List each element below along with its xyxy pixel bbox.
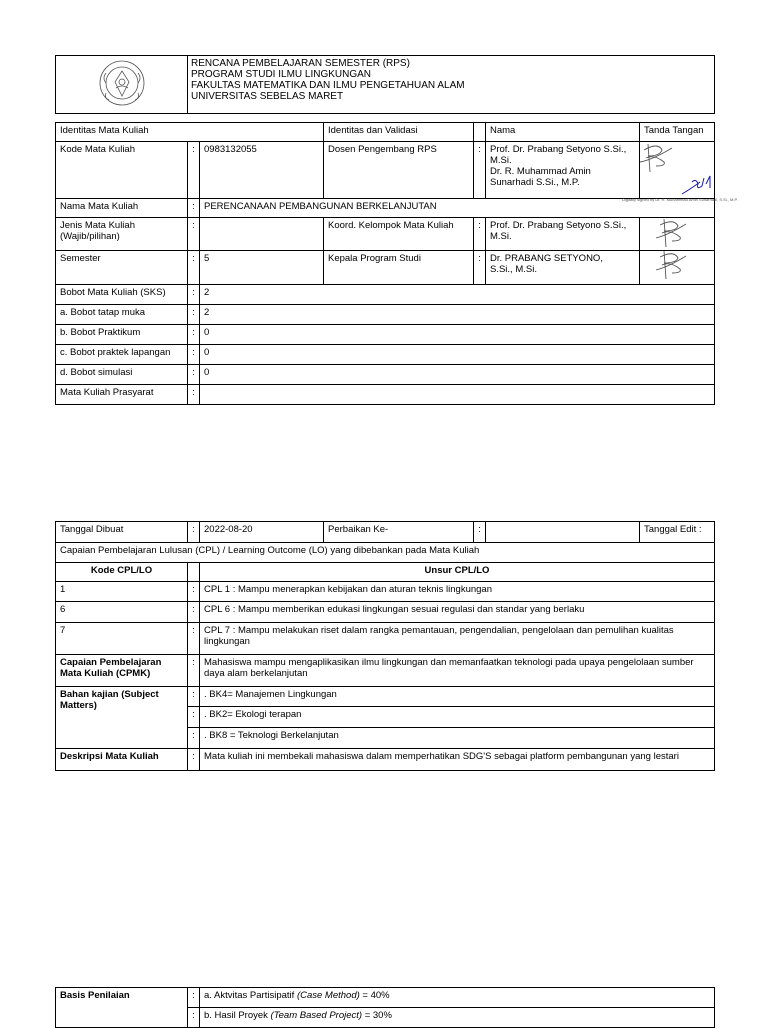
perbaikan-label: Perbaikan Ke- [324,522,474,543]
bahan-kajian-item: . BK4= Manajemen Lingkungan [200,687,715,707]
cpl-table: Tanggal Dibuat : 2022-08-20 Perbaikan Ke- : Tanggal Edit : Capaian Pembelajaran Lulusan (CPL) / Learning Outcome (LO) yang dibebankan pada Mata Kuliah Kode CPL/LO Unsur CPL/LO 1 : CPL 1 : Mampu menerapkan kebijakan dan aturan teknis lingkungan 6 : CPL 6 : Mampu memberikan edukasi lingkungan sesuai regulasi dan standar yang berlaku 7 : CPL 7 : Mampu melakukan riset dalam rangka pemantauan, pengendalian, pengelolaan dan pemulihan kualitas lingkungan Capaian Pembelajaran Mata Kuliah (CPMK) : Mahasiswa mampu mengaplikasikan ilmu lingkungan dan memanfaatkan teknologi pada upaya pengelolaan sumber daya alam berkelanjutan Bahan kajian (Subject Matters) : . BK4= Manajemen Lingkungan : . BK2= Ekologi terapan : . BK8 = Teknologi Berkelanjutan Deskripsi Mata Kuliah : Mata kuliah ini membekali mahasiswa dalam memperhatikan SDG'S sebagai platform pembangunan yang lestari [55,521,715,771]
col-identitas-validasi: Identitas dan Validasi [324,123,474,142]
semester-value: 5 [200,251,324,285]
jenis-label: Jenis Mata Kuliah (Wajib/pilihan) [56,218,188,251]
header-line-1: RENCANA PEMBELAJARAN SEMESTER (RPS) [191,58,410,69]
logo-cell [56,56,188,114]
col-identitas-mk: Identitas Mata Kuliah [56,123,324,142]
kode-label: Kode Mata Kuliah [56,142,188,199]
tanggal-edit-label: Tanggal Edit : [640,522,715,543]
cpmk-label: Capaian Pembelajaran Mata Kuliah (CPMK) [56,655,188,687]
bobot-value: 2 [200,285,715,305]
cpmk-value: Mahasiswa mampu mengaplikasikan ilmu lingkungan dan memanfaatkan teknologi pada upaya pengelolaan sumber daya alam berkelanjutan [200,655,715,687]
header-line-4: UNIVERSITAS SEBELAS MARET [191,91,344,102]
bobot-label: a. Bobot tatap muka [56,305,188,325]
cpl-kode: 7 [56,623,188,655]
dosen-label: Dosen Pengembang RPS [324,142,474,199]
dosen-value [486,142,640,199]
bahan-kajian-item: . BK2= Ekologi terapan [200,707,715,728]
perbaikan-value [486,522,640,543]
bobot-value: 2 [200,305,715,325]
bobot-label: Bobot Mata Kuliah (SKS) [56,285,188,305]
header-line-2: PROGRAM STUDI ILMU LINGKUNGAN [191,69,372,80]
signature-prabang-3 [650,248,690,282]
tanggal-dibuat-label: Tanggal Dibuat [56,522,188,543]
bobot-label: b. Bobot Praktikum [56,325,188,345]
nama-mk-value: PERENCANAAN PEMBANGUNAN BERKELANJUTAN [200,199,715,218]
basis-penilaian-label: Basis Penilaian [56,988,188,1028]
header-line-3: FAKULTAS MATEMATIKA DAN ILMU PENGETAHUAN ALAM [191,80,465,91]
deskripsi-label: Deskripsi Mata Kuliah [56,749,188,771]
cpl-unsur: CPL 7 : Mampu melakukan riset dalam rangka pemantauan, pengendalian, pengelolaan dan pemulihan kualitas lingkungan [200,623,715,655]
digital-signature-note: Digitally signed by Dr. R. Muhammad Amin Sunarhadi, S.Si., M.P. [622,197,738,202]
signature-amin-sunarhadi [680,174,716,198]
koord-label: Koord. Kelompok Mata Kuliah [324,218,474,251]
cpl-kode: 1 [56,582,188,602]
cpl-unsur: CPL 6 : Mampu memberikan edukasi lingkungan sesuai regulasi dan standar yang berlaku [200,602,715,623]
bobot-value: 0 [200,365,715,385]
nama-mk-label: Nama Mata Kuliah [56,199,188,218]
kaprodi-label: Kepala Program Studi [324,251,474,285]
tanggal-dibuat-value: 2022-08-20 [200,522,324,543]
cpl-unsur: CPL 1 : Mampu menerapkan kebijakan dan aturan teknis lingkungan [200,582,715,602]
dosen-name-2: Dr. R. Muhammad Amin Sunarhadi S.Si., M.P. [490,166,591,188]
bobot-value: 0 [200,345,715,365]
identity-table: Identitas Mata Kuliah Identitas dan Validasi Nama Tanda Tangan Kode Mata Kuliah : 0983132055 Dosen Pengembang RPS : Prof. Dr. Prabang Setyono S.Si., M.Si. Dr. R. Muhammad Amin Sunarhadi S.Si., M.P. Nama Mata Kuliah : PERENCANAAN PEMBANGUNAN BERKELANJUTAN Jenis Mata Kuliah (Wajib/pilihan) : Koord. Kelompok Mata Kuliah : Prof. Dr. Prabang Setyono S.Si., M.Si. Semester : 5 Kepala Program Studi : Dr. PRABANG SETYONO, S.Si., M.Si. Bobot Mata Kuliah (SKS) : 2 a. Bobot tatap muka : 2 b. Bobot Praktikum : 0 c. Bobot praktek lapangan : 0 d. Bobot simulasi : 0 Mata Kuliah Prasyarat : [55,122,715,405]
deskripsi-value: Mata kuliah ini membekali mahasiswa dalam memperhatikan SDG'S sebagai platform pembangunan yang lestari [200,749,715,771]
prasyarat-label: Mata Kuliah Prasyarat [56,385,188,405]
bahan-kajian-item: . BK8 = Teknologi Berkelanjutan [200,728,715,749]
unsur-cpl-header: Unsur CPL/LO [200,563,715,582]
semester-label: Semester [56,251,188,285]
jenis-value [200,218,324,251]
kode-value: 0983132055 [200,142,324,199]
university-logo [96,58,148,108]
kode-cpl-header: Kode CPL/LO [56,563,188,582]
bobot-value: 0 [200,325,715,345]
penilaian-item-2: b. Hasil Proyek (Team Based Project) = 30% [200,1008,715,1028]
col-tanda-tangan: Tanda Tangan [640,123,715,142]
bobot-label: c. Bobot praktek lapangan [56,345,188,365]
header-table [55,55,715,114]
bobot-label: d. Bobot simulasi [56,365,188,385]
bahan-kajian-label: Bahan kajian (Subject Matters) [56,687,188,749]
koord-value: Prof. Dr. Prabang Setyono S.Si., M.Si. [486,218,640,251]
penilaian-table: Basis Penilaian : a. Aktvitas Partisipatif (Case Method) = 40% : b. Hasil Proyek (Team Based Project) = 30% [55,987,715,1028]
prasyarat-value [200,385,715,405]
dosen-name-1: Prof. Dr. Prabang Setyono S.Si., M.Si. [490,144,627,166]
header-title-cell [188,56,715,114]
kaprodi-value: Dr. PRABANG SETYONO, S.Si., M.Si. [486,251,640,285]
cpl-section-title: Capaian Pembelajaran Lulusan (CPL) / Learning Outcome (LO) yang dibebankan pada Mata Kuliah [56,543,715,563]
col-nama: Nama [486,123,640,142]
signature-prabang-1 [636,140,676,176]
cpl-kode: 6 [56,602,188,623]
signature-prabang-2 [650,216,690,250]
penilaian-item-1: a. Aktvitas Partisipatif (Case Method) = 40% [200,988,715,1008]
